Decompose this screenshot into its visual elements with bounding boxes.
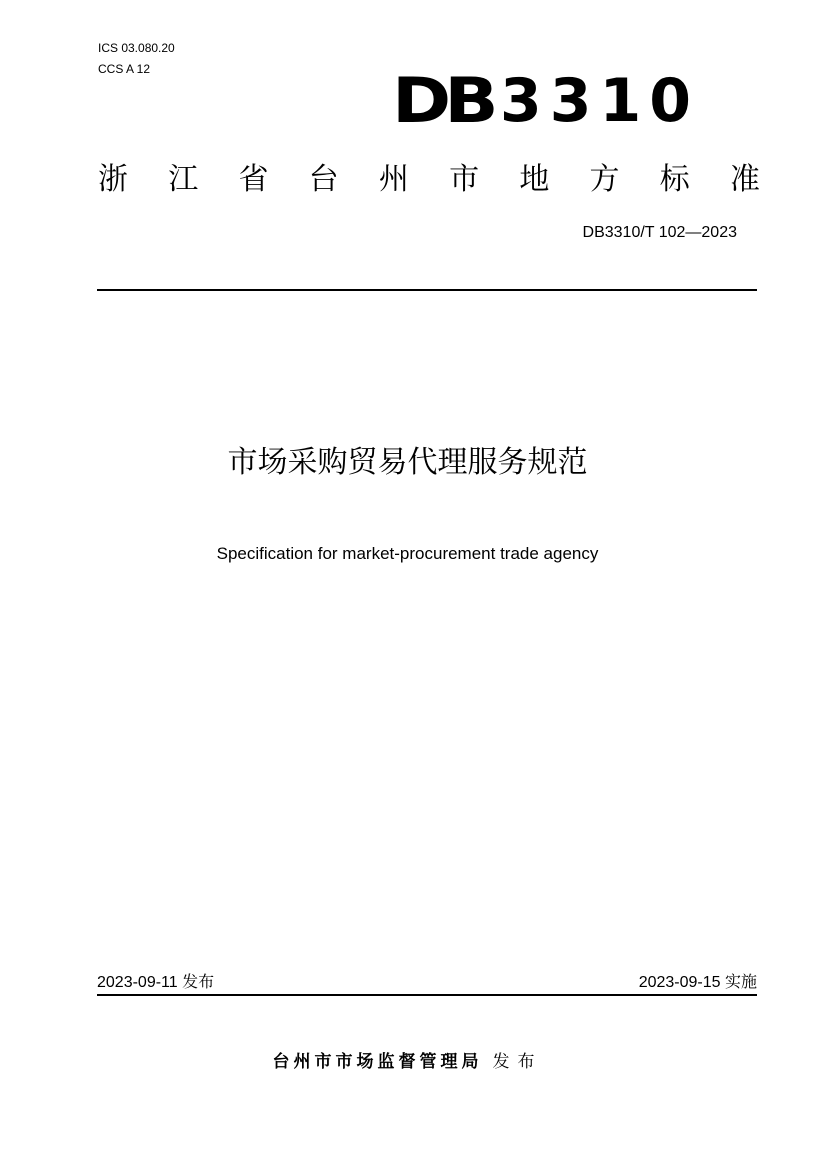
db-logo-letters: DB xyxy=(392,64,492,137)
date-row xyxy=(97,972,757,994)
document-title-english: Specification for market-procurement trade agency xyxy=(216,544,599,563)
issue-date: 2023-09-11 发布 xyxy=(97,974,215,991)
top-divider xyxy=(97,289,757,291)
document-title-chinese: 市场采购贸易代理服务规范 xyxy=(227,445,588,480)
db-logo xyxy=(392,66,699,136)
publisher-action: 发布 xyxy=(492,1052,543,1072)
standard-type-char: 地 xyxy=(519,162,550,197)
db-logo-code: 3310 xyxy=(500,66,699,136)
bottom-divider xyxy=(97,994,757,996)
publisher-line xyxy=(0,1050,815,1074)
standard-type-char: 州 xyxy=(378,162,409,197)
standard-type-heading xyxy=(98,158,760,202)
implementation-date: 2023-09-15 实施 xyxy=(638,974,757,991)
standard-type-char: 江 xyxy=(168,162,199,197)
standard-type-char: 省 xyxy=(238,162,269,197)
standard-type-char: 市 xyxy=(449,162,480,197)
standard-number: DB3310/T 102—2023 xyxy=(582,224,737,241)
standard-type-char: 准 xyxy=(729,162,760,197)
publisher-organization: 台州市市场监督管理局 xyxy=(272,1052,483,1072)
ics-code: ICS 03.080.20 xyxy=(98,41,175,55)
ccs-code: CCS A 12 xyxy=(98,62,151,76)
standard-type-char: 浙 xyxy=(98,162,128,197)
standard-type-char: 标 xyxy=(659,162,690,197)
standard-type-char: 方 xyxy=(589,162,620,197)
standard-type-char: 台 xyxy=(308,162,339,197)
